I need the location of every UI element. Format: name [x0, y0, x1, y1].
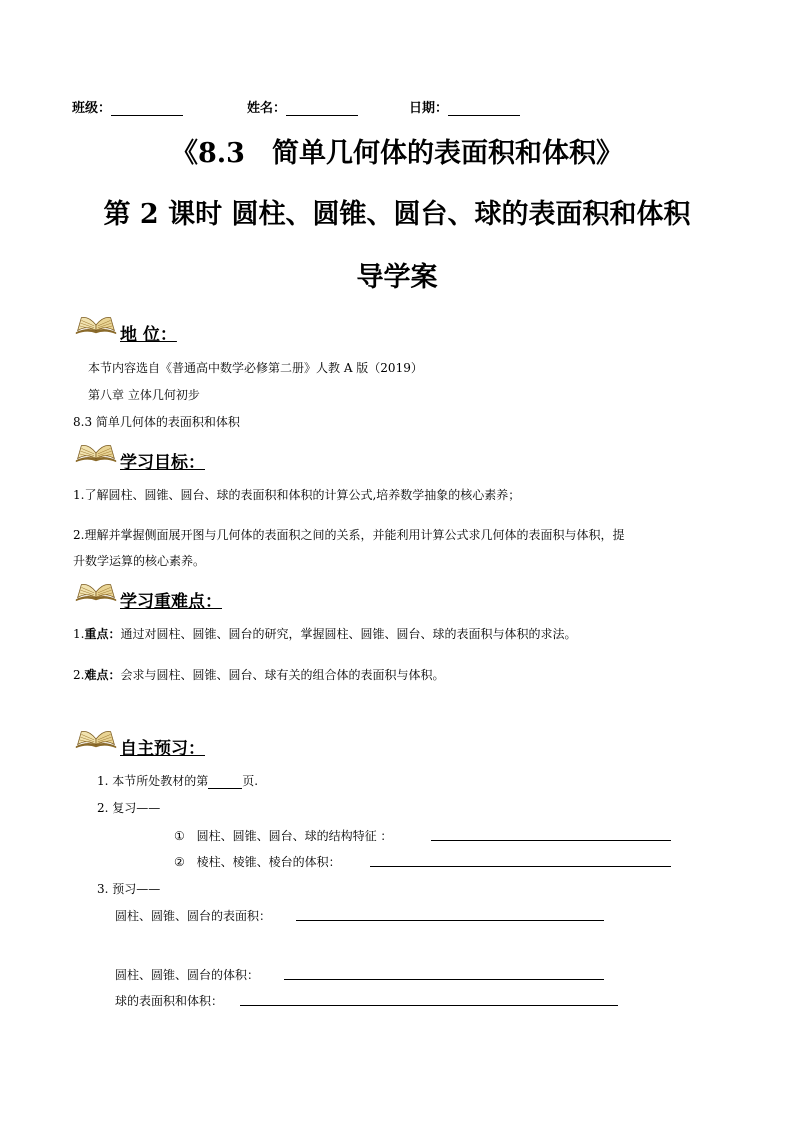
preview-q1-prefix: 1. 本节所处教材的第 — [97, 774, 209, 788]
preview-q2b-mark: ② — [174, 855, 185, 869]
q3a-answer-line[interactable] — [296, 920, 604, 921]
book-icon — [72, 728, 120, 750]
q2b-answer-line[interactable] — [370, 866, 671, 867]
position-line1: 本节内容选自《普通高中数学必修第二册》人教 A 版（2019） — [88, 361, 423, 375]
goal-item1: 1.了解圆柱、圆锥、圆台、球的表面积和体积的计算公式,培养数学抽象的核心素养； — [73, 488, 521, 502]
preview-q2a — [174, 827, 392, 844]
book-icon — [72, 314, 120, 336]
preview-q3c-label: 球的表面积和体积： — [115, 994, 224, 1008]
preview-q3a-label: 圆柱、圆锥、圆台的表面积： — [115, 909, 272, 923]
preview-q2a-label: 圆柱、圆锥、圆台、球的结构特征 ： — [196, 829, 393, 843]
key-point-item1-label: 重点： — [84, 627, 121, 641]
class-blank[interactable] — [111, 101, 183, 116]
position-line3: 8.3 简单几何体的表面积和体积 — [73, 415, 240, 429]
title-line3: 导学案 — [356, 262, 438, 293]
key-point-item1 — [73, 625, 576, 642]
preview-q2a-mark: ① — [174, 829, 185, 843]
class-field — [72, 97, 183, 116]
preview-q1-suffix: 页. — [242, 774, 259, 788]
key-point-item2 — [73, 666, 444, 683]
key-point-item2-num: 2. — [73, 668, 85, 682]
position-line2: 第八章 立体几何初步 — [88, 388, 200, 402]
name-label: 姓名： — [247, 101, 287, 116]
key-point-item2-text: 会求与圆柱、圆锥、圆台、球有关的组合体的表面积与体积。 — [120, 668, 445, 682]
title-line2: 第 2 课时 圆柱、圆锥、圆台、球的表面积和体积 — [103, 199, 691, 230]
name-field — [247, 97, 358, 116]
preview-q3: 3. 预习—— — [97, 882, 161, 896]
book-icon — [72, 442, 120, 464]
preview-q2b-label: 棱柱、棱锥、棱台的体积： — [196, 855, 341, 869]
key-point-item2-label: 难点： — [84, 668, 121, 682]
preview-q3b-label: 圆柱、圆锥、圆台的体积： — [115, 968, 260, 982]
page-number-blank[interactable] — [208, 774, 242, 789]
book-icon — [72, 581, 120, 603]
goal-item2-line1: 2.理解并掌握侧面展开图与几何体的表面积之间的关系，并能利用计算公式求几何体的表面积与体积，提 — [73, 528, 625, 542]
goal-item2-line2: 升数学运算的核心素养。 — [73, 554, 206, 568]
title-line1: 《8.3 简单几何体的表面积和体积》 — [171, 138, 623, 169]
q3c-answer-line[interactable] — [240, 1005, 618, 1006]
q2a-answer-line[interactable] — [431, 840, 671, 841]
date-label: 日期： — [409, 101, 449, 116]
key-point-item1-num: 1. — [73, 627, 85, 641]
q3b-answer-line[interactable] — [284, 979, 604, 980]
position-heading: 地 位： — [120, 325, 177, 345]
key-points-heading: 学习重难点： — [120, 592, 222, 612]
key-point-item1-text: 通过对圆柱、圆锥、圆台的研究，掌握圆柱、圆锥、圆台、球的表面积与体积的求法。 — [120, 627, 577, 641]
goals-heading: 学习目标： — [120, 453, 205, 473]
date-blank[interactable] — [448, 101, 520, 116]
preview-q2: 2. 复习—— — [97, 801, 161, 815]
preview-q1 — [97, 772, 258, 789]
preview-q2b — [174, 853, 341, 870]
class-label: 班级： — [72, 101, 112, 116]
preview-heading: 自主预习： — [120, 739, 205, 759]
date-field — [409, 97, 520, 116]
name-blank[interactable] — [286, 101, 358, 116]
